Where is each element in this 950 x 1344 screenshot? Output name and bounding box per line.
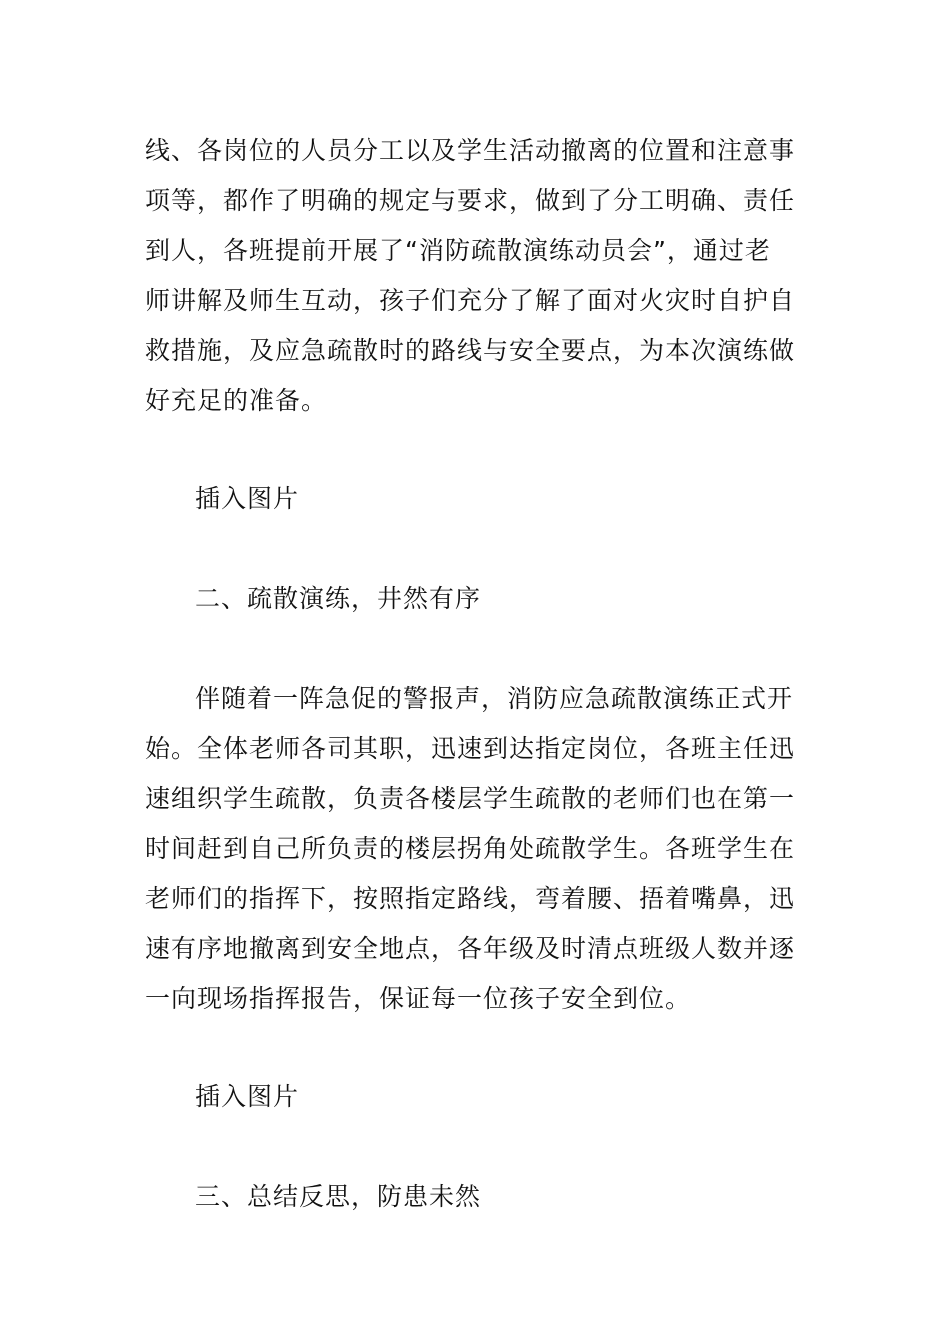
paragraph1-line: 线、各岗位的人员分工以及学生活动撤离的位置和注意事 [145,136,796,165]
paragraph2-line: 速有序地撤离到安全地点，各年级及时清点班级人数并逐 [145,934,796,963]
paragraph2-line: 速组织学生疏散，负责各楼层学生疏散的老师们也在第一 [145,784,796,813]
paragraph2-line: 伴随着一阵急促的警报声，消防应急疏散演练正式开 [195,684,794,713]
paragraph2-line: 老师们的指挥下，按照指定路线，弯着腰、捂着嘴鼻，迅 [145,884,796,913]
paragraph1-line: 好充足的准备。 [145,386,328,415]
paragraph1-line: 救措施，及应急疏散时的路线与安全要点，为本次演练做 [145,336,796,365]
paragraph1-line: 师讲解及师生互动，孩子们充分了解了面对火灾时自护自 [145,286,796,315]
section-heading: 三、总结反思，防患未然 [195,1182,482,1211]
image-placeholder: 插入图片 [195,484,300,513]
paragraph2-line: 一向现场指挥报告，保证每一位孩子安全到位。 [145,984,692,1013]
image-placeholder: 插入图片 [195,1082,300,1111]
paragraph2-line: 时间赶到自己所负责的楼层拐角处疏散学生。各班学生在 [145,834,796,863]
section-heading: 二、疏散演练，井然有序 [195,584,482,613]
paragraph1-line: 项等，都作了明确的规定与要求，做到了分工明确、责任 [145,186,796,215]
paragraph1-line: 到人，各班提前开展了“消防疏散演练动员会”，通过老 [145,236,771,265]
paragraph2-line: 始。全体老师各司其职，迅速到达指定岗位，各班主任迅 [145,734,796,763]
